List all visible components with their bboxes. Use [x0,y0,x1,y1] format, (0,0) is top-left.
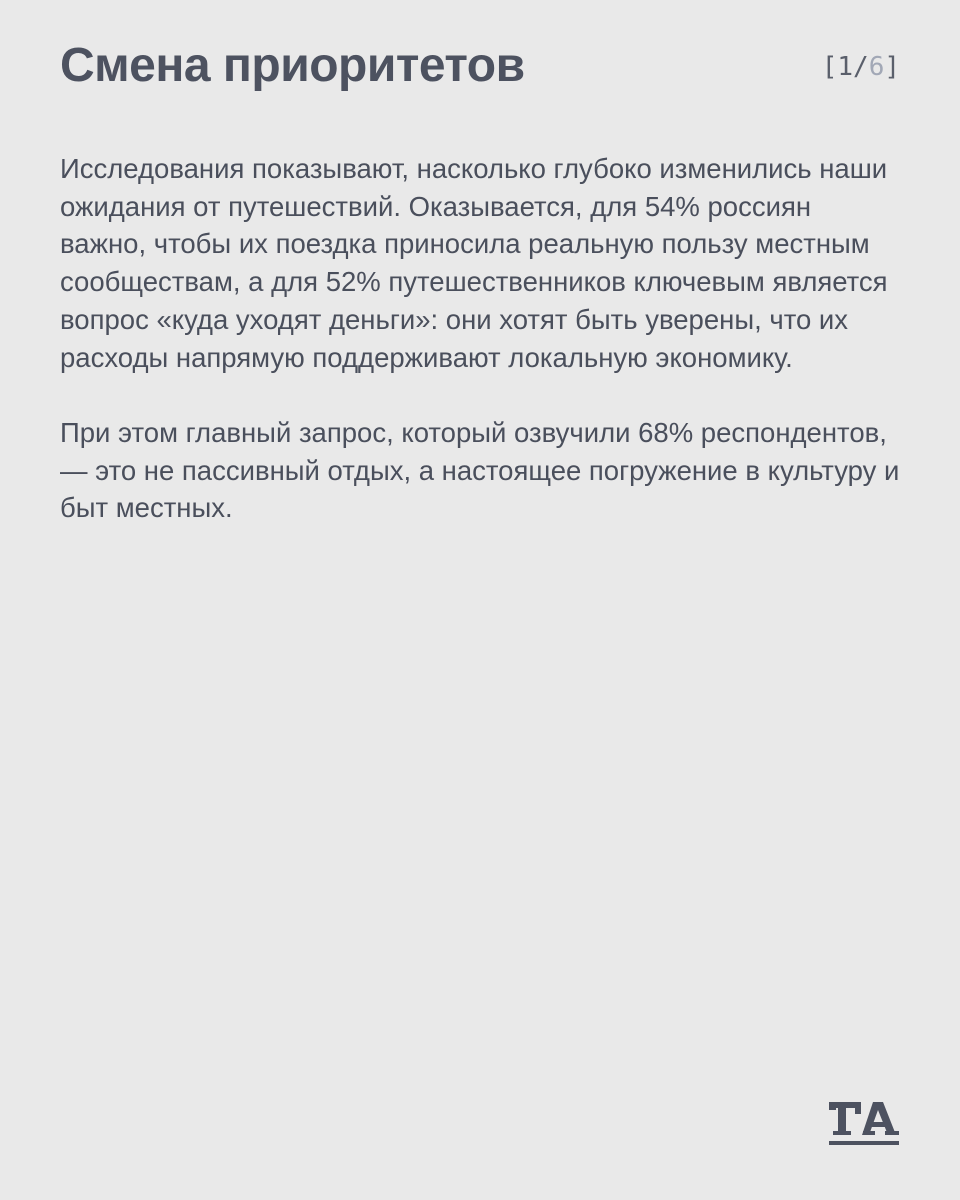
slide-counter-total: 6 [868,52,885,82]
paragraph-2: При этом главный запрос, который озвучили 68% респондентов, — это не пассивный отдых, а настоящее погружение в культуру и быт местных. [60,416,900,524]
paragraph-1: Исследования показывают, насколько глубоко изменились наши ожидания от путешествий. Оказывается, для 54% россиян важно, чтобы их поездка приносила реальную пользу местным сообществам, а для 52% путешественников ключевым является вопрос «куда уходят деньги»: они хотят быть уверены, что их расходы напрямую поддерживают локальную экономику. [60,153,888,373]
brand-logo-icon [829,1102,899,1146]
slide-counter [822,50,900,84]
slide-counter-current: 1 [837,52,854,82]
slide-counter-close: ] [884,52,900,82]
slide-counter-open: [ [821,52,838,82]
article-body [60,150,900,527]
page-title: Смена приоритетов [60,39,525,92]
slide-counter-separator: / [853,52,869,82]
